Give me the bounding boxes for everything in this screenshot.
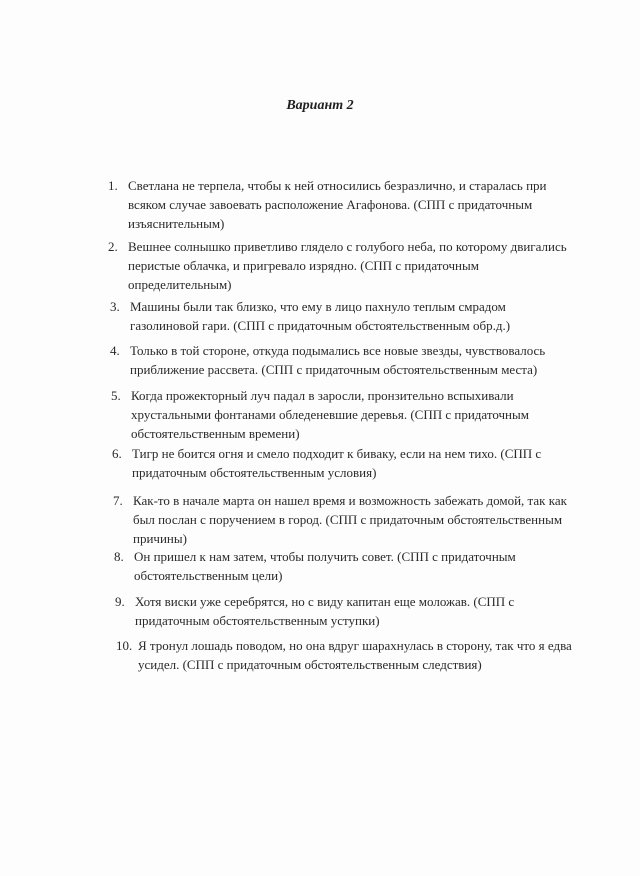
- list-item: [110, 297, 590, 335]
- item-number: 4.: [110, 343, 120, 358]
- item-line: Машины были так близко, что ему в лицо пахнуло теплым смрадом: [130, 299, 506, 314]
- list-item: [110, 341, 590, 379]
- item-number: 2.: [108, 239, 118, 254]
- item-line: хрустальными фонтанами обледеневшие деревья. (СПП с придаточным: [131, 407, 529, 422]
- list-item: [112, 444, 592, 482]
- item-number: 10.: [116, 638, 133, 653]
- list-item: [116, 636, 598, 674]
- list-item: [111, 386, 591, 443]
- item-line: определительным): [128, 277, 232, 292]
- item-line: придаточным обстоятельственным условия): [132, 465, 377, 480]
- item-number: 6.: [112, 446, 122, 461]
- item-line: всяком случае завоевать расположение Агафонова. (СПП с придаточным: [128, 197, 533, 212]
- item-line: перистые облачка, и пригревало изрядно. (СПП с придаточным: [128, 258, 479, 273]
- item-line: придаточным обстоятельственным уступки): [135, 613, 380, 628]
- item-number: 1.: [108, 178, 118, 193]
- item-line: Я тронул лошадь поводом, но она вдруг шарахнулась в сторону, так что я едва: [138, 638, 572, 653]
- item-number: 5.: [111, 388, 121, 403]
- item-line: газолиновой гари. (СПП с придаточным обстоятельственным обр.д.): [130, 318, 511, 333]
- item-line: изъяснительным): [128, 216, 225, 231]
- item-line: Вешнее солнышко приветливо глядело с голубого неба, по которому двигались: [128, 239, 567, 254]
- list-item: [113, 491, 593, 548]
- item-number: 7.: [113, 493, 123, 508]
- item-line: причины): [133, 531, 187, 546]
- list-item: [108, 176, 588, 233]
- item-line: приближение рассвета. (СПП с придаточным обстоятельственным места): [130, 362, 538, 377]
- item-line: Как-то в начале марта он нашел время и возможность забежать домой, так как: [133, 493, 567, 508]
- item-line: Только в той стороне, откуда подымались все новые звезды, чувствовалось: [130, 343, 546, 358]
- item-number: 3.: [110, 299, 120, 314]
- item-line: Светлана не терпела, чтобы к ней относились безразлично, и старалась при: [128, 178, 547, 193]
- item-line: был послан с поручением в город. (СПП с придаточным обстоятельственным: [133, 512, 563, 527]
- item-line: Он пришел к нам затем, чтобы получить совет. (СПП с придаточным: [134, 549, 516, 564]
- item-line: усидел. (СПП с придаточным обстоятельственным следствия): [138, 657, 482, 672]
- item-line: обстоятельственным цели): [134, 568, 283, 583]
- item-number: 9.: [115, 594, 125, 609]
- document-title: Вариант 2: [286, 98, 354, 113]
- list-item: [115, 592, 595, 630]
- item-line: Хотя виски уже серебрятся, но с виду капитан еще моложав. (СПП с: [135, 594, 515, 609]
- list-item: [114, 547, 594, 585]
- item-line: Когда прожекторный луч падал в заросли, пронзительно вспыхивали: [131, 388, 514, 403]
- item-line: обстоятельственным времени): [131, 426, 300, 441]
- item-line: Тигр не боится огня и смело подходит к бивaку, если на нем тихо. (СПП с: [132, 446, 542, 461]
- list-item: [108, 237, 588, 294]
- item-number: 8.: [114, 549, 124, 564]
